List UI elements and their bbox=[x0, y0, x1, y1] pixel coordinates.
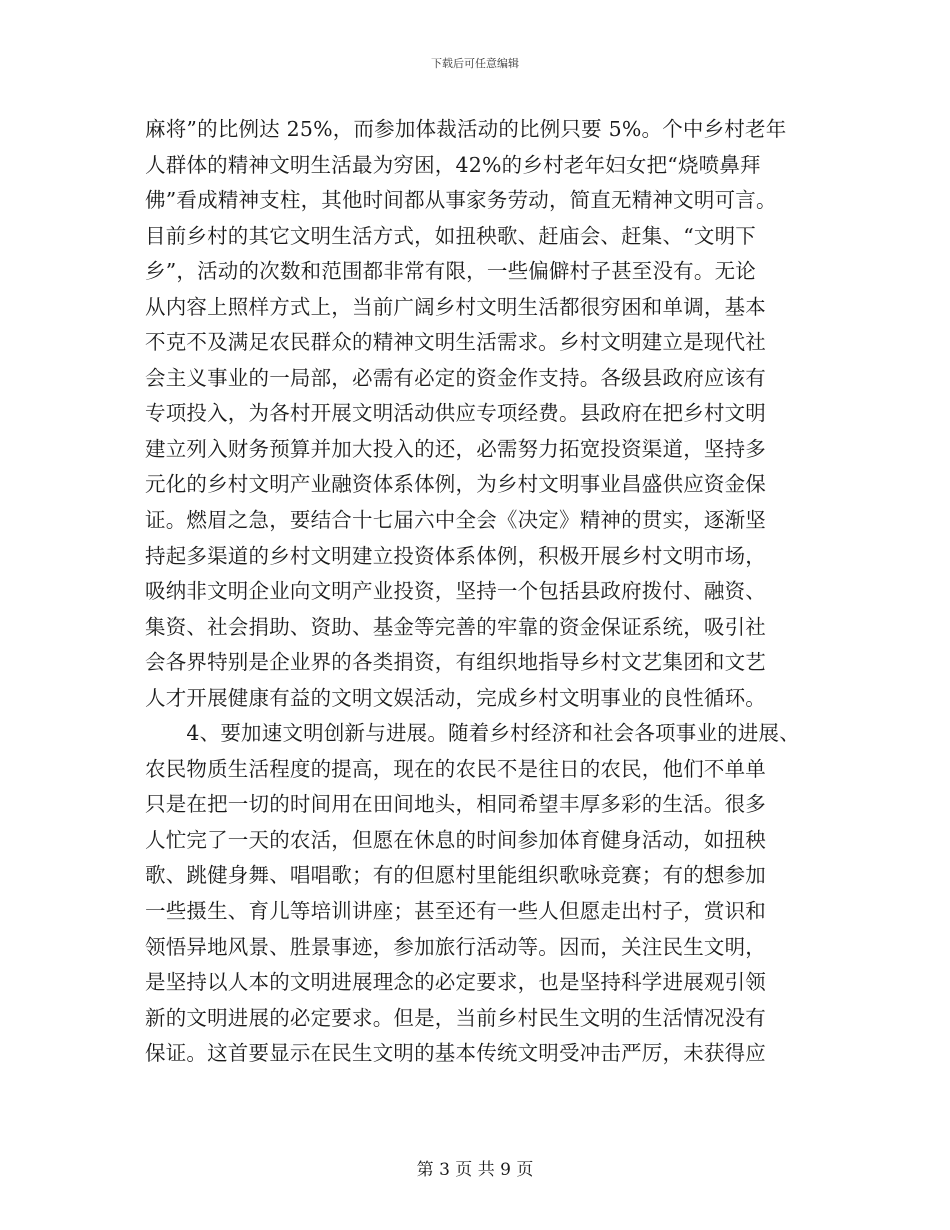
text-line: 从内容上照样方式上，当前广阔乡村文明生活都很穷困和单调，基本 bbox=[145, 294, 766, 319]
text-line: 是坚持以人本的文明进展理念的必定要求，也是坚持科学进展观引领 bbox=[145, 970, 766, 995]
text-line: 证。燃眉之急，要结合十七届六中全会《决定》精神的贯实，逐渐坚 bbox=[145, 508, 766, 533]
text-line: 元化的乡村文明产业融资体系体例，为乡村文明事业昌盛供应资金保 bbox=[145, 472, 766, 497]
text-line: 集资、社会捐助、资助、基金等完善的牢靠的资金保证系统，吸引社 bbox=[145, 614, 766, 639]
text-line: 人群体的精神文明生活最为穷困，42%的乡村老年妇女把“烧喷鼻拜 bbox=[145, 152, 761, 177]
text-line: 歌、跳健身舞、唱唱歌；有的但愿村里能组织歌咏竞赛；有的想参加 bbox=[145, 863, 766, 888]
body-text bbox=[145, 112, 845, 1072]
text-line: 麻将”的比例达 25%，而参加体裁活动的比例只要 5%。个中乡村老年 bbox=[145, 117, 787, 141]
text-line: 专项投入，为各村开展文明活动供应专项经费。县政府在把乡村文明 bbox=[145, 401, 766, 426]
page-header: 下载后可任意编辑 bbox=[431, 57, 519, 70]
text-line: 吸纳非文明企业向文明产业投资，坚持一个包括县政府拨付、融资、 bbox=[145, 579, 766, 604]
text-line: 保证。这首要显示在民生文明的基本传统文明受冲击严厉，未获得应 bbox=[145, 1041, 766, 1066]
text-line: 建立列入财务预算并加大投入的还，必需努力拓宽投资渠道，坚持多 bbox=[145, 436, 766, 461]
text-line: 只是在把一切的时间用在田间地头，相同希望丰厚多彩的生活。很多 bbox=[145, 792, 766, 817]
text-line: 目前乡村的其它文明生活方式，如扭秧歌、赶庙会、赶集、“文明下 bbox=[145, 223, 756, 248]
text-line: 人才开展健康有益的文明文娱活动，完成乡村文明事业的良性循环。 bbox=[145, 685, 766, 710]
text-line: 会各界特别是企业界的各类捐资，有组织地指导乡村文艺集团和文艺 bbox=[145, 650, 766, 675]
text-line: 新的文明进展的必定要求。但是，当前乡村民生文明的生活情况没有 bbox=[145, 1005, 766, 1030]
text-line: 一些摄生、育儿等培训讲座；甚至还有一些人但愿走出村子，赏识和 bbox=[145, 899, 766, 924]
text-line: 领悟异地风景、胜景事迹，参加旅行活动等。因而，关注民生文明， bbox=[145, 934, 766, 959]
text-line: 会主义事业的一局部，必需有必定的资金作支持。各级县政府应该有 bbox=[145, 365, 766, 390]
text-line: 持起多渠道的乡村文明建立投资体系体例，积极开展乡村文明市场， bbox=[145, 543, 766, 568]
page-number-footer: 第 3 页 共 9 页 bbox=[416, 1160, 534, 1180]
text-line: 农民物质生活程度的提高，现在的农民不是往日的农民，他们不单单 bbox=[145, 756, 766, 781]
paragraph-start-line: 4、要加速文明创新与进展。随着乡村经济和社会各项事业的进展、 bbox=[145, 721, 800, 746]
text-line: 佛”看成精神支柱，其他时间都从事家务劳动，简直无精神文明可言。 bbox=[145, 188, 777, 213]
text-line: 人忙完了一天的农活，但愿在休息的时间参加体育健身活动，如扭秧 bbox=[145, 827, 766, 852]
text-line: 乡”，活动的次数和范围都非常有限，一些偏僻村子甚至没有。无论 bbox=[145, 259, 756, 284]
text-line: 不克不及满足农民群众的精神文明生活需求。乡村文明建立是现代社 bbox=[145, 330, 766, 355]
